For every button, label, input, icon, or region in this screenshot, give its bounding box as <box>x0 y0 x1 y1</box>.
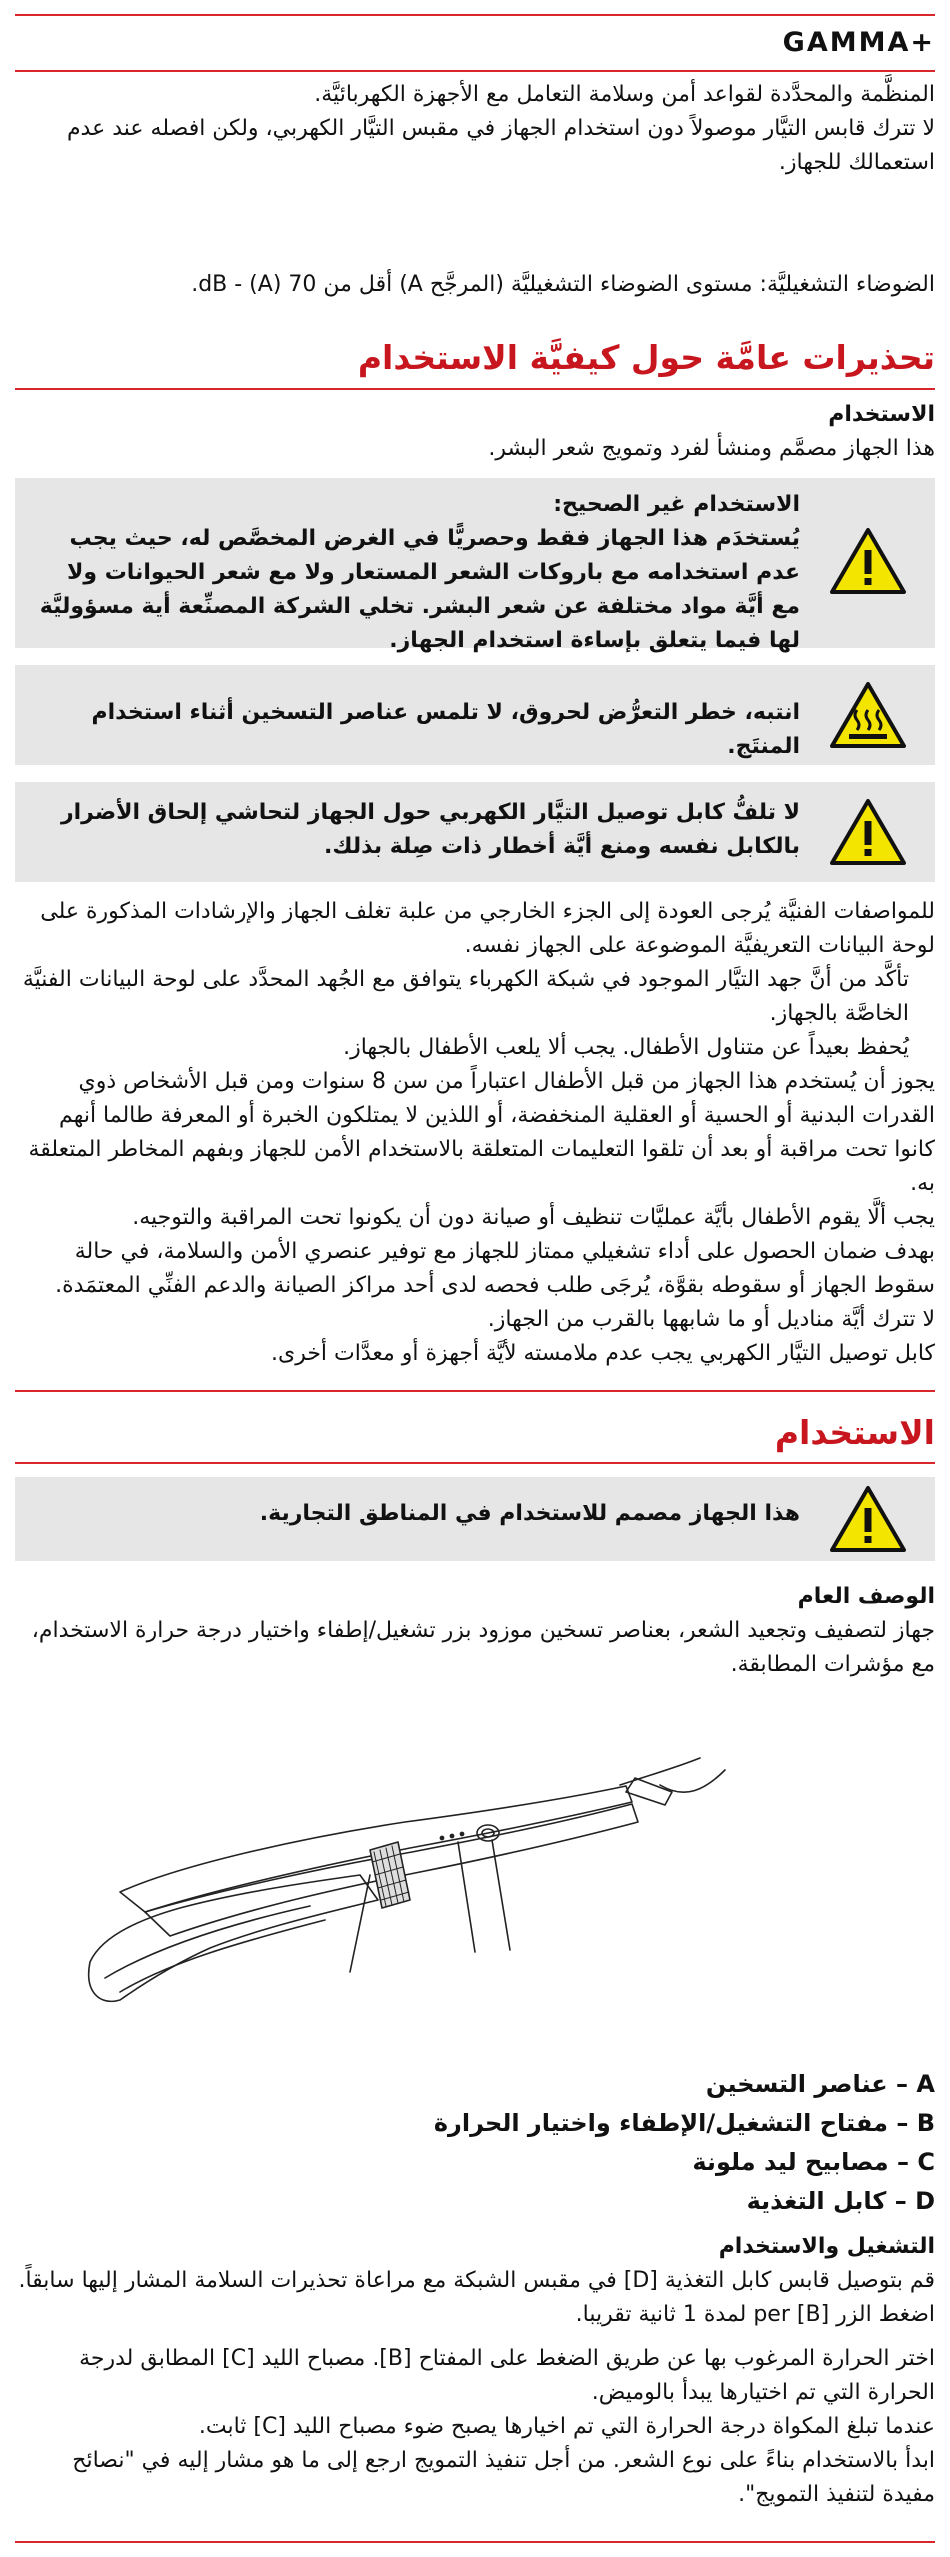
warning-triangle-icon <box>829 1484 907 1554</box>
bottom-rule <box>15 2541 935 2543</box>
part-label-d: D – كابل التغذية <box>746 2187 935 2215</box>
section2-rule <box>15 1462 935 1464</box>
warning-box-misuse <box>15 478 935 653</box>
safety-bullet: يجب ألَّا يقوم الأطفال بأيَّة عمليَّات تنظيف أو صيانة دون أن يكونوا تحت المراقبة والتوجيه. <box>132 1205 935 1230</box>
warning-text-misuse <box>37 488 800 658</box>
use-title: الاستخدام <box>828 402 935 427</box>
section-title-usage: الاستخدام <box>774 1413 935 1452</box>
operation-step: قم بتوصيل قابس كابل التغذية [D] في مقبس الشبكة مع مراعاة تحذيرات السلامة المشار إليها سابقاً. <box>18 2268 935 2293</box>
heating-plate <box>89 1875 378 2001</box>
safety-bullet: يجوز أن يُستخدم هذا الجهاز من قبل الأطفال اعتباراً من سن 8 سنوات ومن قبل الأشخاص ذوي القدرات البدنية أو الحسية أو العقلية المنخفضة، أو اللذين لا يمتلكون الخبرة أو المعرفة طالما أنهم كانوا تحت مراقبة أو بعد أن تلقوا التعليمات المتعلقة بالاستخدام الأمن للجهاز وبفهم المخاطر المتعلقة به. <box>28 1069 935 1196</box>
safety-instructions <box>15 895 935 1371</box>
description-text: جهاز لتصفيف وتجعيد الشعر، بعناصر تسخين موزود بزر تشغيل/إطفاء واختيار درجة حرارة الاستخدام، مع مؤشرات المطابقة. <box>31 1618 935 1677</box>
warning-box-cable <box>15 782 935 882</box>
use-text: هذا الجهاز مصمَّم ومنشأ لفرد وتمويج شعر البشر. <box>488 436 935 461</box>
intro-line-2: لا تترك قابس التيَّار موصولاً دون استخدام الجهاز في مقبس التيَّار الكهربي، ولكن افصله عند عدم استعمالك للجهاز. <box>66 116 935 175</box>
hair-iron-illustration <box>60 1730 750 2040</box>
spec-text: للمواصفات الفنيَّة يُرجى العودة إلى الجزء الخارجي من علبة تغلف الجهاز والإرشادات المذكورة على لوحة البيانات التعريفيَّة الموضوعة على الجهاز نفسه. <box>40 899 935 958</box>
part-label-c: C – مصابيح ليد ملونة <box>692 2148 935 2176</box>
safety-bullet: يُحفظ بعيداً عن متناول الأطفال. يجب ألا يلعب الأطفال بالجهاز. <box>343 1035 909 1060</box>
section2-top-rule <box>15 1390 935 1392</box>
top-rule <box>15 14 935 16</box>
safety-bullet: تأكَّد من أنَّ جهد التيَّار الموجود في شبكة الكهرباء يتوافق مع الجُهد المحدَّد على لوحة البيانات الفنيَّة الخاصَّة بالجهاز. <box>22 967 909 1026</box>
noise-text: الضوضاء التشغيليَّة: مستوى الضوضاء التشغيليَّة (المرجَّح A) أقل من 70 dB - (A). <box>191 272 935 297</box>
section-title-warnings: تحذيرات عامَّة حول كيفيَّة الاستخدام <box>357 338 935 377</box>
header-rule <box>15 70 935 72</box>
warning-text-burn: انتبه، خطر التعرُّض لحروق، لا تلمس عناصر التسخين أثناء استخدام المنتَج. <box>91 700 800 759</box>
section1-rule <box>15 388 935 390</box>
safety-bullet: بهدف ضمان الحصول على أداء تشغيلي ممتاز للجهاز مع توفير عنصري الأمن والسلامة، في حالة سقوط الجهاز أو سقوطه بقوَّة، يُرجَى طلب فحصه لدى أحد مراكز الصيانة والدعم الفنِّي المعتمَدة. <box>55 1239 935 1298</box>
warning-title-misuse: الاستخدام غير الصحيح: <box>553 492 800 517</box>
warning-body-misuse: يُستخدَم هذا الجهاز فقط وحصريًّا في الغرض المخصَّص له، حيث يجب عدم استخدامه مع باروكات الشعر المستعار ولا مع شعر الحيوانات ولا مع أيَّة مواد مختلفة عن شعر البشر. تخلي الشركة المصنِّعة أية مسؤوليَّة لها فيما يتعلق بإساءة استخدام الجهاز. <box>39 526 800 653</box>
warning-box-commercial <box>15 1477 935 1561</box>
description-block <box>15 1580 935 1682</box>
description-title: الوصف العام <box>797 1584 935 1609</box>
operation-step: عندما تبلغ المكواة درجة الحرارة التي تم اخيارها يصبح ضوء مصباح الليد [C] ثابت. <box>198 2414 935 2439</box>
operation-title: التشغيل والاستخدام <box>718 2234 935 2259</box>
warning-text-cable: لا تلفُّ كابل توصيل التيَّار الكهربي حول الجهاز لتحاشي إلحاق الأضرار بالكابل نفسه ومنع أيَّة أخطار ذات صِلة بذلك. <box>60 800 800 859</box>
operation-block <box>15 2230 935 2512</box>
operation-step: اضغط الزر [B] per لمدة 1 ثانية تقريبا. <box>575 2302 935 2327</box>
safety-bullet: كابل توصيل التيَّار الكهربي يجب عدم ملامسته لأيَّة أجهزة أو معدَّات أخرى. <box>270 1341 935 1366</box>
brand-logo: GAMMA+ <box>782 27 935 58</box>
intro-block <box>15 78 935 180</box>
use-block <box>15 398 935 466</box>
hot-surface-icon <box>829 680 907 750</box>
warning-triangle-icon <box>829 526 907 596</box>
warning-text-commercial: هذا الجهاز مصمم للاستخدام في المناطق التجارية. <box>259 1501 800 1526</box>
part-label-a: A – عناصر التسخين <box>705 2070 935 2098</box>
part-label-b: B – مفتاح التشغيل/الإطفاء واختيار الحرارة <box>433 2109 935 2137</box>
warning-box-burn <box>15 665 935 765</box>
safety-bullet: لا تترك أيَّة مناديل أو ما شابهها بالقرب من الجهاز. <box>487 1307 935 1332</box>
operation-step: اختر الحرارة المرغوب بها عن طريق الضغط على المفتاح [B]. مصباح الليد [C] المطابق لدرجة الحرارة التي تم اختيارها يبدأ بالوميض. <box>79 2346 935 2405</box>
operation-step: ابدأ بالاستخدام بناءً على نوع الشعر. من أجل تنفيذ التمويج ارجع إلى ما هو مشار إليه في "نصائح مفيدة لتنفيذ التمويج". <box>72 2448 935 2507</box>
power-cable <box>620 1758 725 1792</box>
parts-legend <box>434 2065 935 2221</box>
warning-triangle-icon <box>829 797 907 867</box>
intro-line-1: المنظَّمة والمحدَّدة لقواعد أمن وسلامة التعامل مع الأجهزة الكهربائيَّة. <box>314 82 935 107</box>
